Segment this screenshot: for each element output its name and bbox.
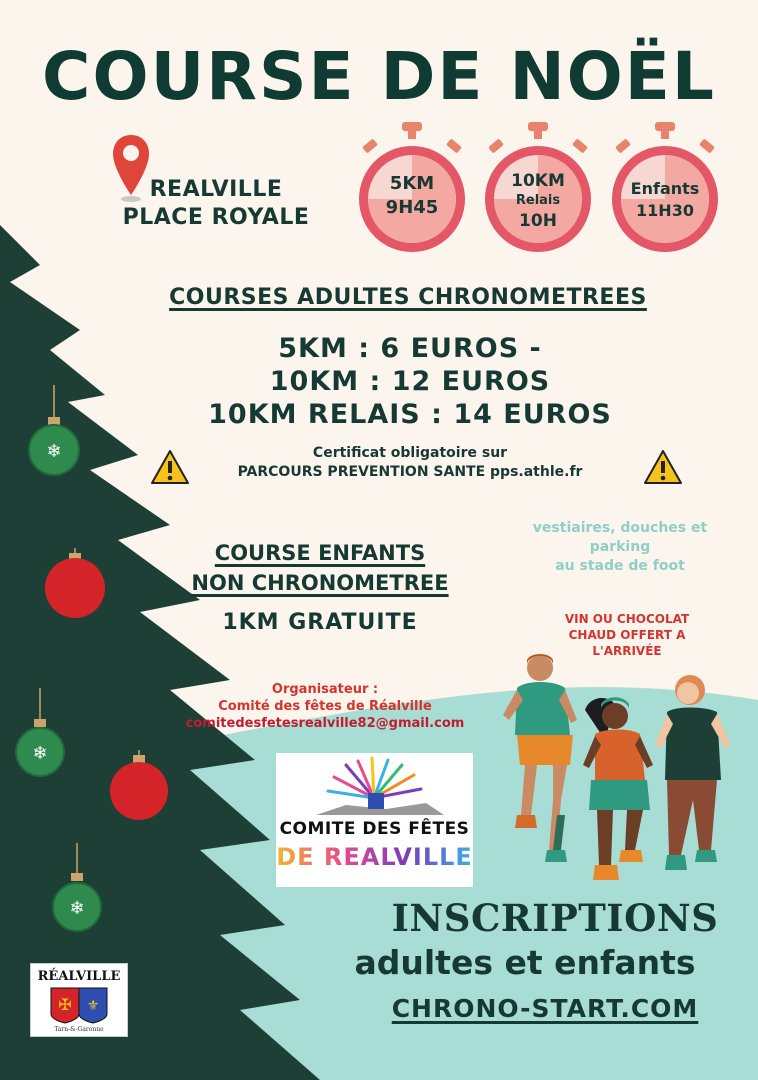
certificate-note [190, 444, 630, 482]
price-10km-relais: 10KM RELAIS : 14 EUROS [208, 399, 612, 430]
location-place: PLACE ROYALE [122, 205, 310, 230]
comite-logo [276, 753, 473, 887]
page-title: COURSE DE NOËL [42, 38, 716, 115]
timer-10km-time: 10H [519, 211, 557, 231]
kids-heading-line2: NON CHRONOMETREE [191, 571, 449, 595]
coat-of-arms-icon [49, 986, 109, 1024]
timer-10km [479, 120, 597, 255]
warning-icon [150, 449, 190, 485]
town-logo-name: RÉALVILLE [37, 969, 121, 984]
facilities-line2: parking [589, 539, 651, 555]
inscriptions-subtitle: adultes et enfants [354, 943, 696, 982]
organizer-email[interactable]: comitedesfetesrealville82@gmail.com [185, 716, 465, 731]
warning-icon [643, 449, 683, 485]
drink-line2: CHAUD OFFERT A [568, 628, 686, 642]
kids-price: 1KM GRATUITE [222, 610, 418, 635]
location-town: REALVILLE [149, 177, 283, 202]
svg-text:⚜: ⚜ [86, 998, 100, 1014]
timer-enfants [606, 120, 724, 255]
inscriptions-title: INSCRIPTIONS [391, 896, 719, 940]
certificate-line2: PARCOURS PREVENTION SANTE pps.athle.fr [237, 464, 583, 480]
timer-enfants-label: Enfants [630, 179, 700, 198]
runner-woman-right [655, 675, 731, 870]
svg-text:❄: ❄ [46, 441, 62, 462]
adult-heading: COURSES ADULTES CHRONOMETREES [169, 285, 647, 310]
organizer-label: Organisateur : [271, 682, 379, 697]
location [100, 176, 332, 232]
runner-man [503, 654, 577, 862]
kids-heading [150, 538, 490, 598]
facilities-note [500, 519, 740, 576]
facilities-line3: au stade de foot [555, 558, 685, 574]
timer-5km-distance: 5KM [389, 173, 435, 194]
inscriptions-link[interactable]: CHRONO-START.COM [391, 994, 699, 1023]
facilities-line1: vestiaires, douches et [532, 520, 708, 536]
drink-line3: L'ARRIVÉE [592, 644, 662, 658]
svg-text:✠: ✠ [58, 995, 72, 1014]
price-5km: 5KM : 6 EUROS - [278, 333, 542, 364]
certificate-line1: Certificat obligatoire sur [312, 445, 508, 461]
town-logo-region: Tarn-&-Garonne [54, 1026, 104, 1033]
timer-5km-time: 9H45 [385, 197, 439, 218]
timer-enfants-time: 11H30 [636, 201, 694, 220]
timer-10km-distance: 10KM [511, 171, 565, 191]
svg-text:❄: ❄ [32, 743, 48, 764]
runner-woman-center [583, 697, 653, 880]
adult-prices [170, 332, 650, 431]
comite-logo-line1: COMITE DES FÊTES [279, 819, 470, 839]
price-10km: 10KM : 12 EUROS [269, 366, 551, 397]
town-logo [30, 963, 128, 1037]
drink-line1: VIN OU CHOCOLAT [564, 612, 690, 626]
runners-illustration [495, 650, 735, 900]
svg-text:❄: ❄ [69, 898, 85, 919]
timer-10km-type: Relais [515, 193, 561, 208]
organizer-name: Comité des fêtes de Réalville [218, 699, 432, 714]
comite-logo-line2: DE REALVILLE [276, 843, 473, 871]
organizer [150, 681, 500, 732]
timer-5km [353, 120, 471, 255]
kids-heading-line1: COURSE ENFANTS [214, 541, 426, 565]
